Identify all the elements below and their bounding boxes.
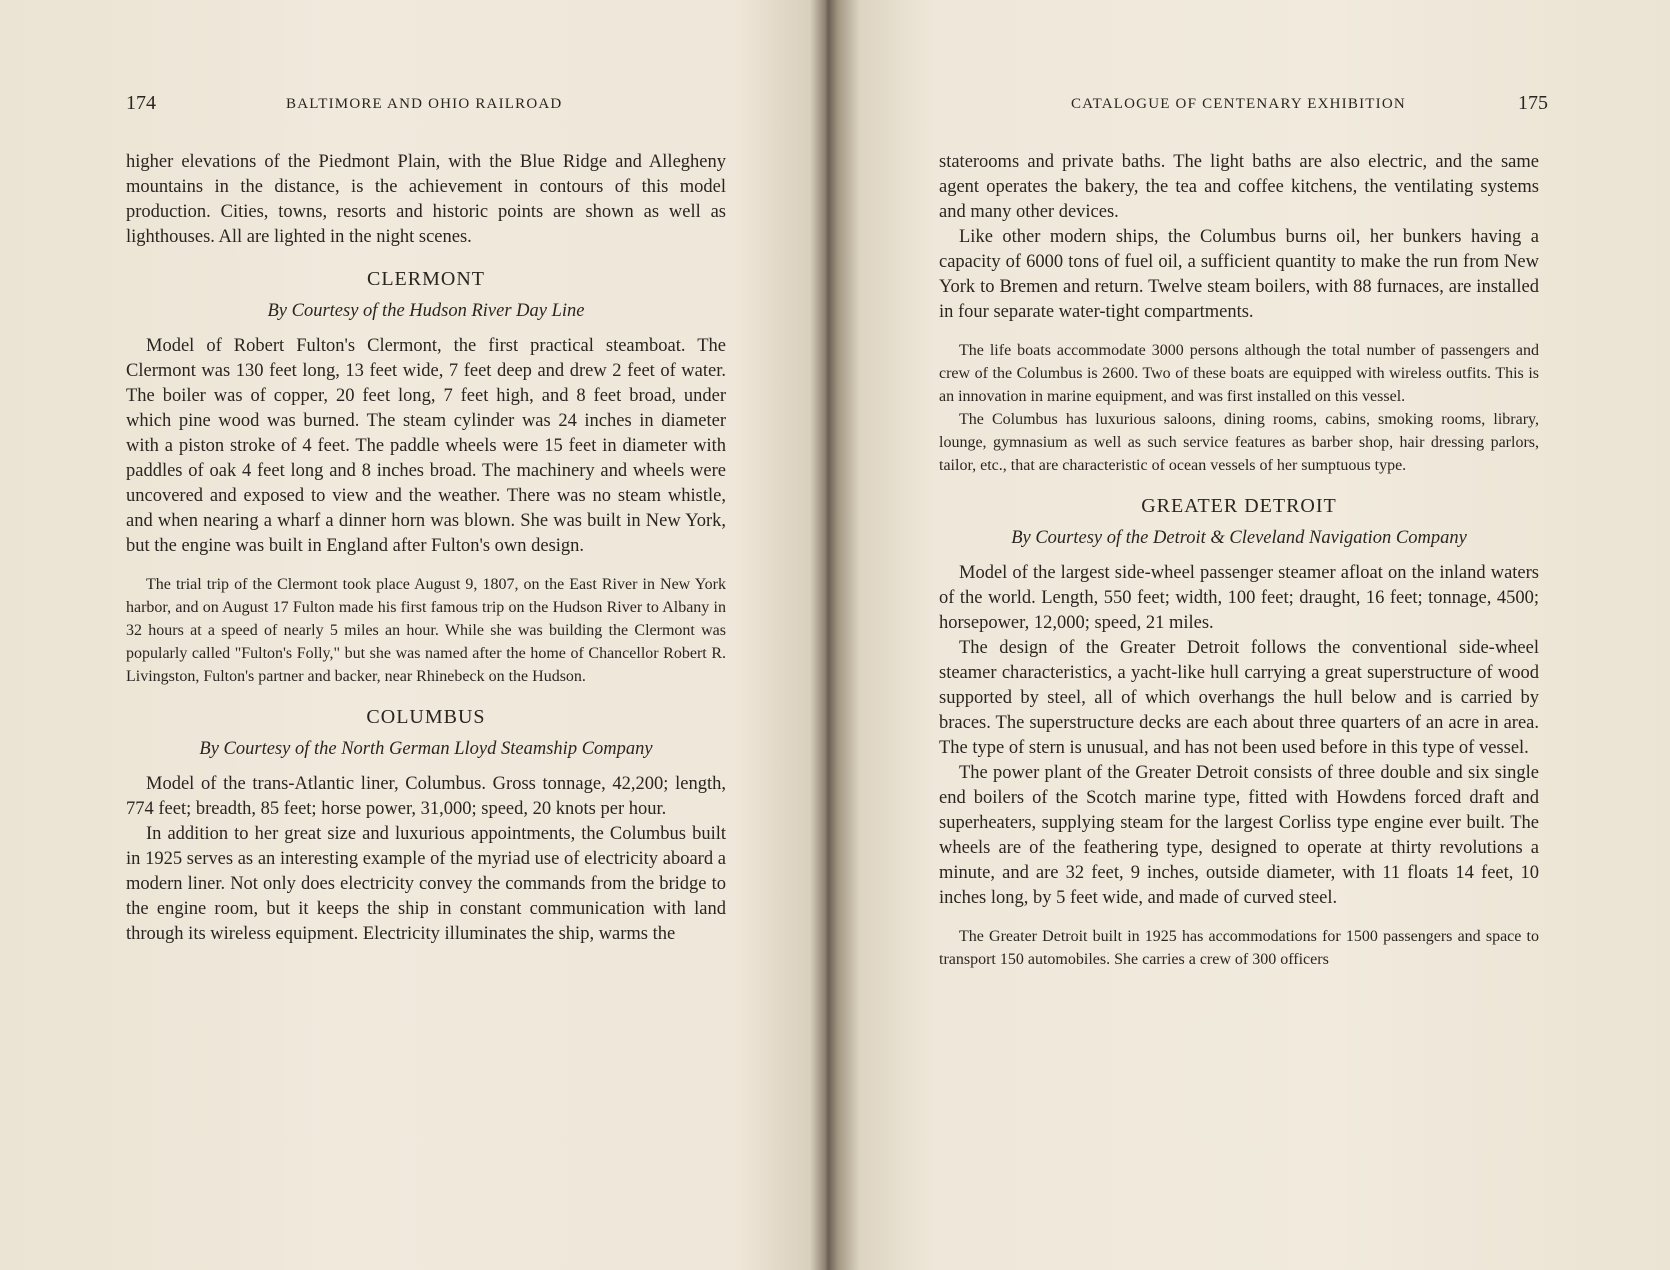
- section-heading-columbus: COLUMBUS: [366, 706, 486, 728]
- courtesy-line-greater-detroit: By Courtesy of the Detroit & Cleveland Navigation Company: [1011, 528, 1467, 548]
- courtesy-line-columbus: By Courtesy of the North German Lloyd Steamship Company: [199, 739, 653, 759]
- clermont-note: The trial trip of the Clermont took place August 9, 1807, on the East River in New York harbor, and on August 17 Fulton made his first famous trip on the Hudson River to Albany in 32 hours at a speed of nearly 5 miles an hour. While she was building the Clermont was popularly called "Fulton's Folly," but she was named after the home of Chancellor Robert R. Livingston, Fulton's partner and backer, near Rhinebeck on the Hudson.: [126, 576, 726, 685]
- columbus-oil-paragraph: Like other modern ships, the Columbus burns oil, her bunkers having a capacity of 6000 tons of fuel oil, a sufficient quantity to make the run from New York to Bremen and return. Twelve steam boilers, with 88 furnaces, are installed in four separate water-tight compartments.: [939, 227, 1539, 322]
- courtesy-line-clermont: By Courtesy of the Hudson River Day Line: [267, 301, 585, 321]
- intro-paragraph: higher elevations of the Piedmont Plain, with the Blue Ridge and Allegheny mountains in the distance, is the achievement in contours of this model production. Cities, towns, resorts and historic points are shown as well as lighthouses. All are lighted in the night scenes.: [126, 152, 726, 247]
- greater-detroit-paragraph-3: The power plant of the Greater Detroit consists of three double and six single end boilers of the Scotch marine type, fitted with Howdens forced draft and superheaters, supplying steam for the largest Corliss type engine ever built. The wheels are of the feathering type, designed to operate at thirty revolutions a minute, and are 32 feet, 9 inches, outside diameter, with 11 floats 14 feet, 10 inches long, by 5 feet wide, and made of curved steel.: [939, 763, 1539, 908]
- section-heading-greater-detroit: GREATER DETROIT: [1141, 495, 1337, 517]
- columbus-paragraph-2: In addition to her great size and luxurious appointments, the Columbus built in 1925 serves as an interesting example of the myriad use of electricity aboard a modern liner. Not only does electricity convey the commands from the bridge to the engine room, but it keeps the ship in constant communication with land through its wireless equipment. Electricity illuminates the ship, warms the: [126, 824, 726, 944]
- left-page-body: [126, 150, 726, 947]
- greater-detroit-note: The Greater Detroit built in 1925 has accommodations for 1500 passengers and space to transport 150 automobiles. She carries a crew of 300 officers: [939, 928, 1539, 968]
- columbus-lifeboats-note: The life boats accommodate 3000 persons although the total number of passengers and crew of the Columbus is 2600. Two of these boats are equipped with wireless outfits. This is an innovation in marine equipment, and was first installed on this vessel.: [939, 342, 1539, 405]
- page-number-175: 175: [1518, 92, 1548, 114]
- page-number-174: 174: [126, 92, 156, 114]
- running-head-right: CATALOGUE OF CENTENARY EXHIBITION: [1071, 96, 1406, 112]
- right-page: [835, 0, 1670, 1270]
- columbus-saloons-note: The Columbus has luxurious saloons, dining rooms, cabins, smoking rooms, library, lounge, gymnasium as well as such service features as barber shop, hair dressing parlors, tailor, etc., that are characteristic of ocean vessels of her sumptuous type.: [939, 411, 1539, 474]
- greater-detroit-paragraph-2: The design of the Greater Detroit follows the conventional side-wheel steamer characteristics, a yacht-like hull carrying a great superstructure of wood supported by steel, all of which overhangs the hull below and is carried by braces. The superstructure decks are each about three quarters of an acre in area. The type of stern is unusual, and has not been used before in this type of vessel.: [939, 638, 1539, 758]
- clermont-paragraph-1: Model of Robert Fulton's Clermont, the first practical steamboat. The Clermont was 130 feet long, 13 feet wide, 7 feet deep and drew 2 feet of water. The boiler was of copper, 20 feet long, 7 feet high, and 8 feet broad, under which pine wood was burned. The steam cylinder was 24 inches in diameter with a piston stroke of 4 feet. The paddle wheels were 15 feet in diameter with paddles of oak 4 feet long and 8 inches broad. The machinery and wheels were uncovered and exposed to view and the weather. There was no steam whistle, and when nearing a wharf a dinner horn was blown. She was built in New York, but the engine was built in England after Fulton's own design.: [126, 336, 726, 556]
- greater-detroit-paragraph-1: Model of the largest side-wheel passenger steamer afloat on the inland waters of the world. Length, 550 feet; width, 100 feet; draught, 16 feet; tonnage, 4500; horsepower, 12,000; speed, 21 miles.: [939, 563, 1539, 633]
- columbus-paragraph-1: Model of the trans-Atlantic liner, Columbus. Gross tonnage, 42,200; length, 774 feet; breadth, 85 feet; horse power, 31,000; speed, 20 knots per hour.: [126, 774, 726, 819]
- section-heading-clermont: CLERMONT: [367, 268, 485, 290]
- running-head-left: BALTIMORE AND OHIO RAILROAD: [286, 96, 563, 112]
- columbus-continued-paragraph: staterooms and private baths. The light baths are also electric, and the same agent operates the bakery, the tea and coffee kitchens, the ventilating systems and many other devices.: [939, 152, 1539, 222]
- right-page-body: [939, 150, 1539, 977]
